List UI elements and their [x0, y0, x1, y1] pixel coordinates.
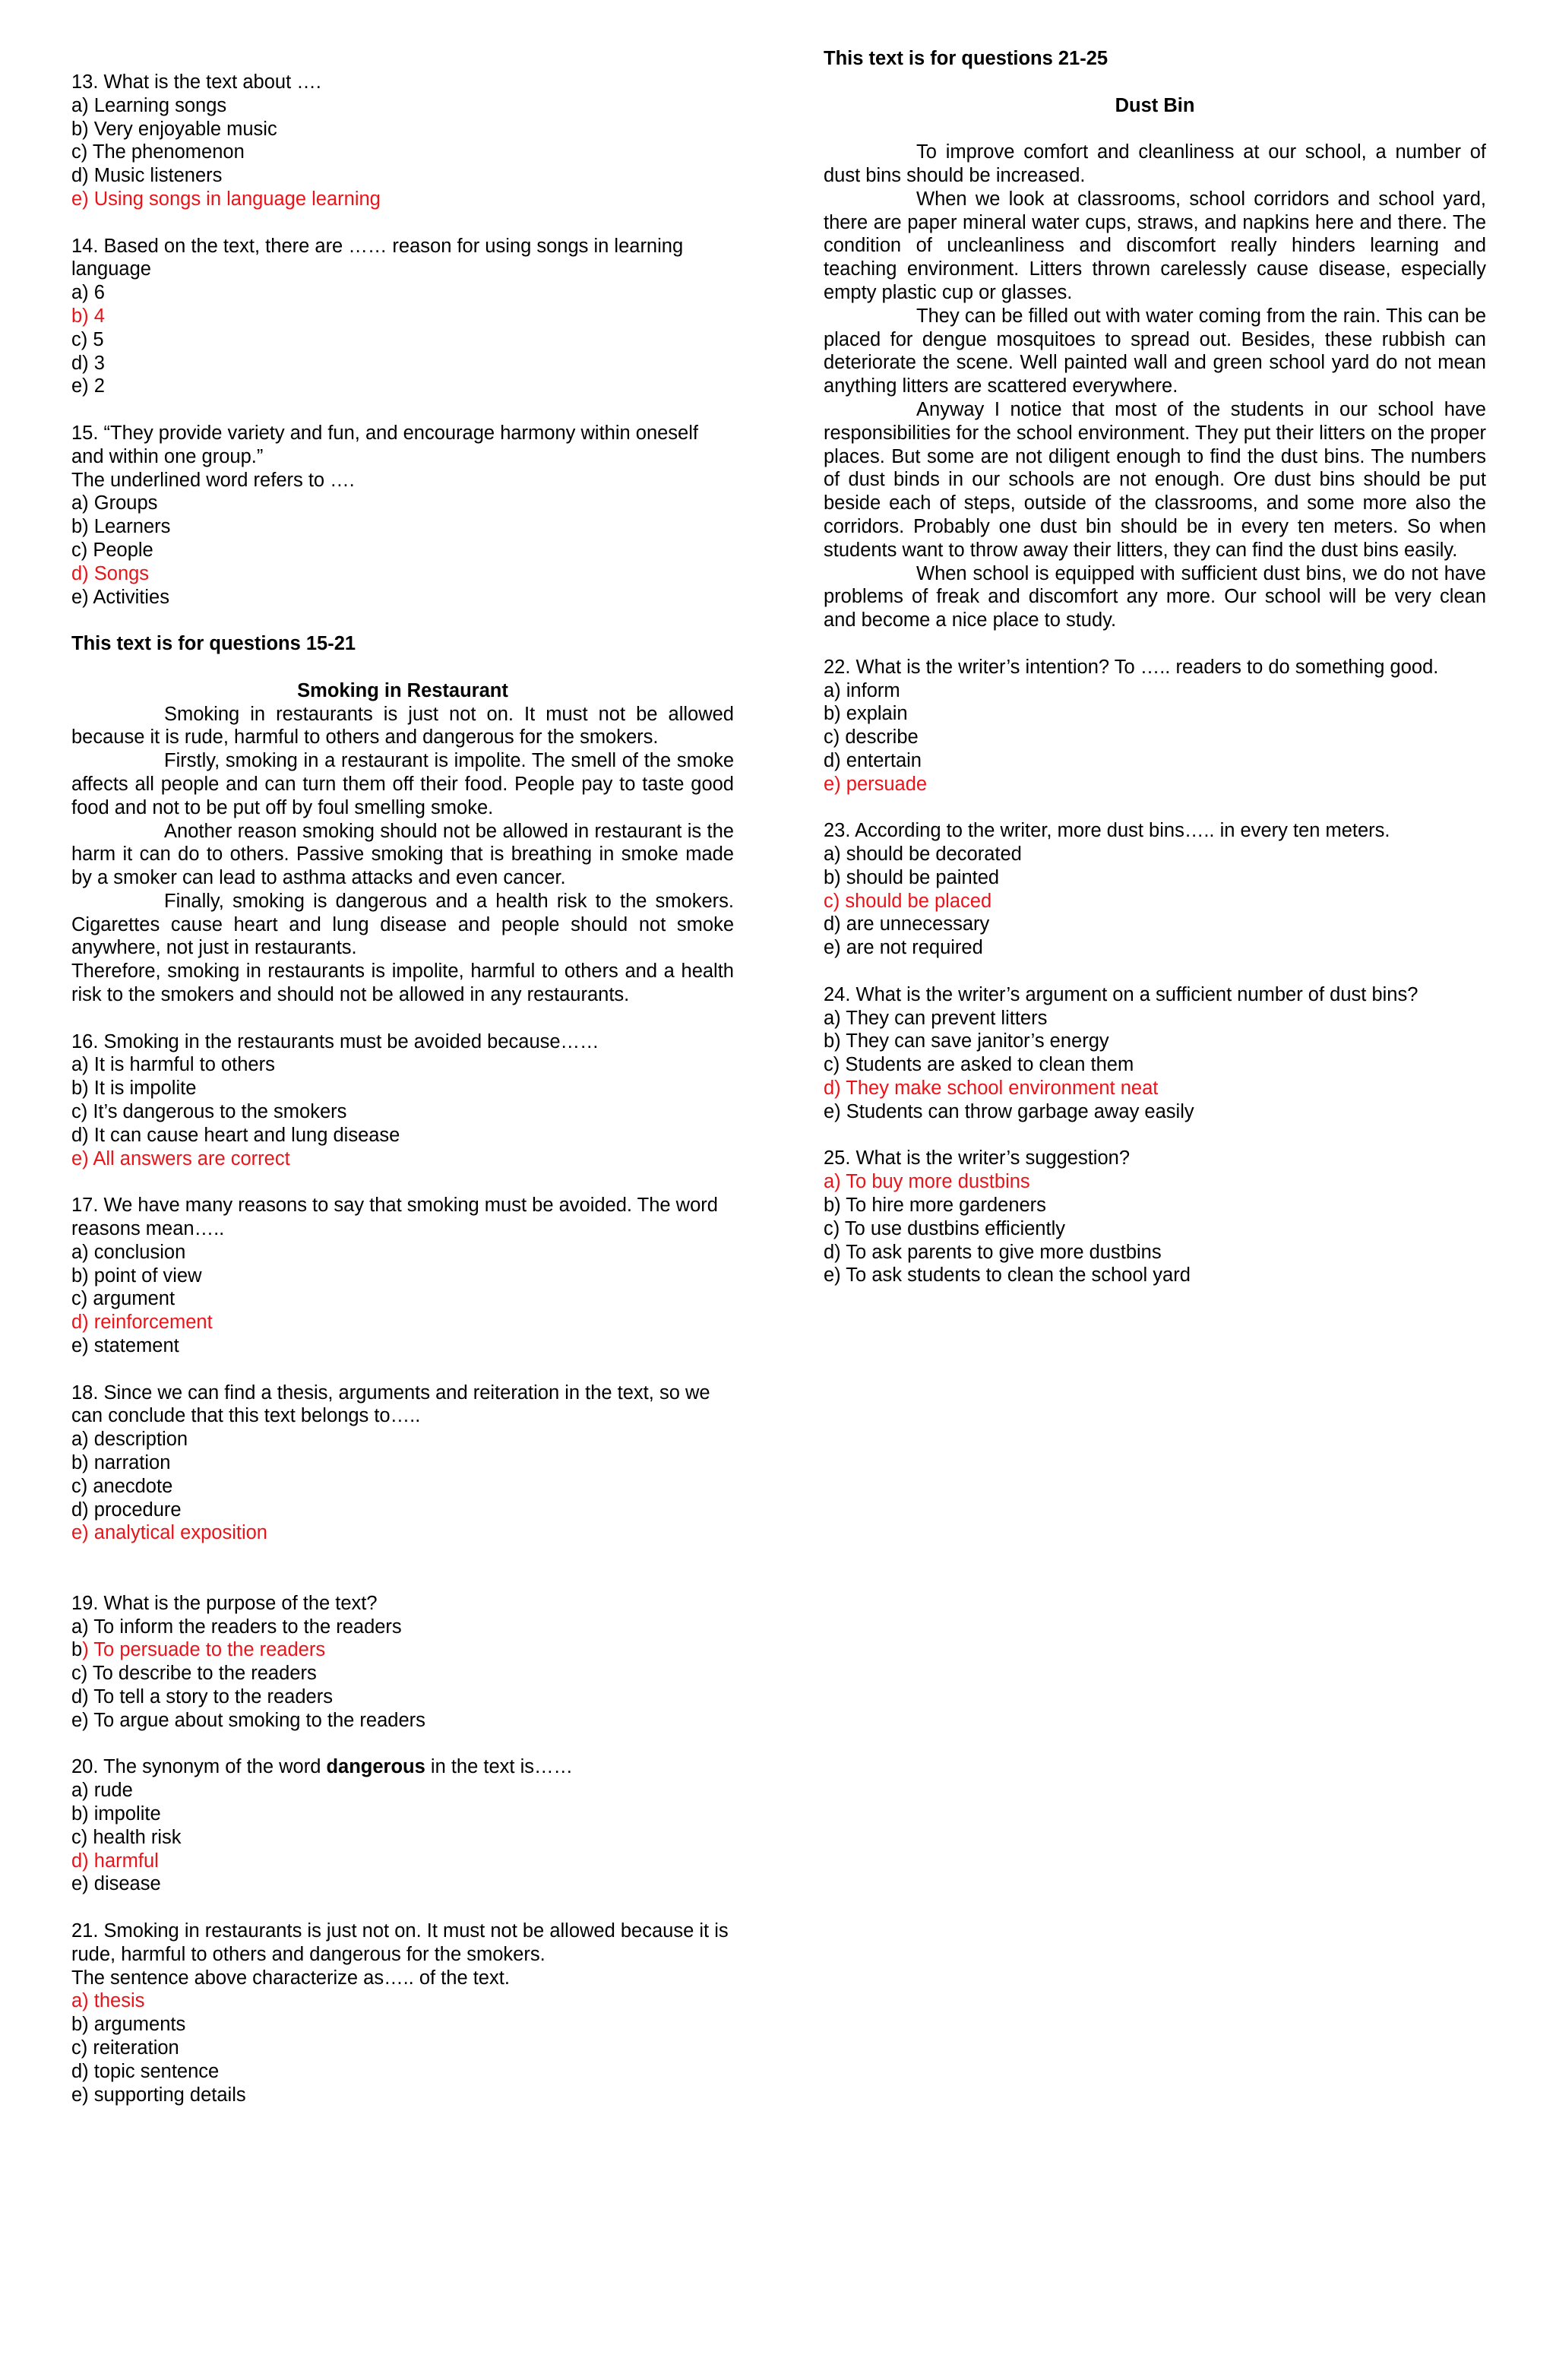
q14-option-d: d) 3: [71, 352, 105, 374]
q20-stem-keyword: dangerous: [326, 1756, 425, 1778]
q24-option-c: c) Students are asked to clean them: [824, 1054, 1134, 1076]
q18-option-e-answer: e) analytical exposition: [71, 1522, 267, 1544]
paragraph: Anyway I notice that most of the students in our school have responsibilities for the school environment. They put their litters on the proper places. But some are not diligent enough to find the dust bins. The numbers of dust binds in our schools are not enough. Ore dust bins should be put beside each of steps, outside of the classrooms, and some more also the corridors. Probably one dust bin should be in every ten meters. So when students want to throw away their litters, they can find the dust bins easily.: [824, 398, 1486, 561]
q20-option-a: a) rude: [71, 1780, 133, 1802]
paragraph: When we look at classrooms, school corridors and school yard, there are paper mineral water cups, straws, and napkins here and there. The condition of uncleanliness and discomfort really hinders learning and teaching environment. Litters thrown carelessly cause disease, especially empty plastic cup or glasses.: [824, 188, 1486, 303]
q20-stem-text-end: in the text is……: [425, 1756, 573, 1778]
q16-option-b: b) It is impolite: [71, 1078, 197, 1100]
q19-option-e: e) To argue about smoking to the readers: [71, 1709, 425, 1731]
q20-stem-text: 20. The synonym of the word: [71, 1756, 327, 1778]
q17-stem: 17. We have many reasons to say that smoking must be avoided. The word reasons mean…..: [71, 1195, 718, 1240]
q17-option-a: a) conclusion: [71, 1241, 186, 1263]
q16-option-e-answer: e) All answers are correct: [71, 1147, 290, 1169]
q25-stem: 25. What is the writer’s suggestion?: [824, 1147, 1131, 1169]
paragraph: Finally, smoking is dangerous and a health risk to the smokers. Cigarettes cause heart and lung disease and people should not smoke anywhere, not just in restaurants.: [71, 890, 734, 959]
paragraph: To improve comfort and cleanliness at our school, a number of dust bins should be increased.: [824, 141, 1486, 186]
q13-option-d: d) Music listeners: [71, 165, 223, 187]
q20-stem: [71, 1755, 734, 1779]
q22-option-b: b) explain: [824, 703, 908, 725]
paragraph: Smoking in restaurants is just not on. It must not be allowed because it is rude, harmful to others and dangerous for the smokers.: [71, 703, 734, 748]
q14-option-e: e) 2: [71, 375, 105, 397]
right-column: [824, 48, 1486, 1287]
q19-option-c: c) To describe to the readers: [71, 1663, 317, 1685]
q15-stem: 15. “They provide variety and fun, and encourage harmony within oneself and within one group.”: [71, 422, 698, 467]
q22-option-a: a) inform: [824, 679, 900, 701]
q22-option-c: c) describe: [824, 726, 919, 748]
q14-option-a: a) 6: [71, 282, 105, 304]
q13-option-b: b) Very enjoyable music: [71, 118, 277, 140]
q25-option-c: c) To use dustbins efficiently: [824, 1217, 1065, 1239]
q21-option-b: b) arguments: [71, 2014, 186, 2036]
q21-stem-2: The sentence above characterize as….. of the text.: [71, 1967, 510, 1989]
q24-option-b: b) They can save janitor’s energy: [824, 1030, 1109, 1052]
q22-stem: 22. What is the writer’s intention? To ….. readers to do something good.: [824, 656, 1439, 678]
q16-option-a: a) It is harmful to others: [71, 1054, 275, 1076]
q18-option-b: b) narration: [71, 1452, 171, 1474]
q24-option-d-answer: d) They make school environment neat: [824, 1078, 1159, 1100]
paragraph: They can be filled out with water coming from the rain. This can be placed for dengue mosquitoes to spread out. Besides, these rubbish can deteriorate the scene. Well painted wall and green school yard do not mean anything litters are scattered everywhere.: [824, 305, 1486, 397]
q13-option-a: a) Learning songs: [71, 94, 227, 116]
q21-option-d: d) topic sentence: [71, 2060, 220, 2082]
q19-option-b-letter: b: [71, 1639, 83, 1661]
q18-option-a: a) description: [71, 1429, 188, 1451]
q23-stem: 23. According to the writer, more dust bins….. in every ten meters.: [824, 820, 1390, 842]
q13-option-c: c) The phenomenon: [71, 141, 245, 163]
q19-option-a: a) To inform the readers to the readers: [71, 1616, 402, 1638]
q19-option-d: d) To tell a story to the readers: [71, 1685, 333, 1707]
q22-option-d: d) entertain: [824, 749, 922, 771]
q23-option-d: d) are unnecessary: [824, 913, 990, 935]
q23-option-a: a) should be decorated: [824, 843, 1022, 866]
q20-option-e: e) disease: [71, 1873, 161, 1895]
q23-option-e: e) are not required: [824, 937, 983, 959]
paragraph: Another reason smoking should not be allowed in restaurant is the harm it can do to others. Passive smoking that is breathing in smoke made by a smoker can lead to asthma attacks and even cancer.: [71, 820, 734, 889]
q25-option-d: d) To ask parents to give more dustbins: [824, 1241, 1162, 1263]
q18-stem: 18. Since we can find a thesis, arguments and reiteration in the text, so we can conclude that this text belongs to…..: [71, 1381, 710, 1427]
q16-option-d: d) It can cause heart and lung disease: [71, 1124, 400, 1146]
q19-stem: 19. What is the purpose of the text?: [71, 1592, 378, 1614]
left-column: [71, 71, 734, 2106]
q21-stem: 21. Smoking in restaurants is just not on. It must not be allowed because it is rude, harmful to others and dangerous for the smokers.: [71, 1920, 729, 1965]
q17-option-e: e) statement: [71, 1335, 179, 1357]
q17-option-d-answer: d) reinforcement: [71, 1312, 213, 1334]
q16-option-c: c) It’s dangerous to the smokers: [71, 1101, 347, 1123]
q22-option-e-answer: e) persuade: [824, 773, 928, 795]
section-heading: This text is for questions 15-21: [71, 633, 356, 655]
q21-option-c: c) reiteration: [71, 2037, 179, 2059]
q24-stem: 24. What is the writer’s argument on a sufficient number of dust bins?: [824, 983, 1418, 1005]
q13-stem: 13. What is the text about ….: [71, 71, 321, 93]
q25-option-a-answer: a) To buy more dustbins: [824, 1171, 1030, 1193]
q15-option-a: a) Groups: [71, 492, 158, 514]
q16-stem: 16. Smoking in the restaurants must be avoided because……: [71, 1030, 599, 1052]
q21-option-e: e) supporting details: [71, 2084, 246, 2106]
q23-option-c-answer: c) should be placed: [824, 890, 992, 912]
q15-option-c: c) People: [71, 539, 153, 561]
q14-stem: 14. Based on the text, there are …… reason for using songs in learning language: [71, 235, 684, 280]
q23-option-b: b) should be painted: [824, 866, 1000, 888]
text-title: Dust Bin: [1115, 94, 1195, 116]
q20-option-b: b) impolite: [71, 1802, 161, 1825]
q15-option-d-answer: d) Songs: [71, 562, 150, 584]
conclusion-paragraph: Therefore, smoking in restaurants is impolite, harmful to others and a health risk to the smokers and should not be allowed in any restaurants.: [71, 961, 734, 1006]
q14-option-b-answer: b) 4: [71, 305, 105, 327]
q25-option-b: b) To hire more gardeners: [824, 1195, 1046, 1217]
q17-option-c: c) argument: [71, 1288, 176, 1310]
q15-option-b: b) Learners: [71, 516, 171, 538]
q15-stem-2: The underlined word refers to ….: [71, 469, 355, 491]
q18-option-d: d) procedure: [71, 1499, 182, 1521]
q25-option-e: e) To ask students to clean the school yard: [824, 1264, 1191, 1287]
paragraph: When school is equipped with sufficient dust bins, we do not have problems of freak and discomfort any more. Our school will be very clean and become a nice place to study.: [824, 562, 1486, 631]
q24-option-a: a) They can prevent litters: [824, 1007, 1048, 1029]
paragraph: Firstly, smoking in a restaurant is impolite. The smell of the smoke affects all people and can turn them off their food. People pay to taste good food and not to be put off by foul smelling smoke.: [71, 750, 734, 818]
q20-option-d-answer: d) harmful: [71, 1850, 159, 1872]
q24-option-e: e) Students can throw garbage away easily: [824, 1100, 1194, 1122]
q19-option-b-answer: ) To persuade to the readers: [82, 1639, 326, 1661]
q17-option-b: b) point of view: [71, 1264, 202, 1287]
q13-option-e-answer: e) Using songs in language learning: [71, 188, 381, 210]
text-title: Smoking in Restaurant: [297, 679, 508, 701]
q15-option-e: e) Activities: [71, 586, 169, 608]
q21-option-a-answer: a) thesis: [71, 1990, 145, 2012]
q20-option-c: c) health risk: [71, 1826, 182, 1848]
q18-option-c: c) anecdote: [71, 1475, 173, 1497]
q14-option-c: c) 5: [71, 328, 104, 350]
section-heading: This text is for questions 21-25: [824, 48, 1108, 69]
q19-option-b: [71, 1638, 734, 1662]
